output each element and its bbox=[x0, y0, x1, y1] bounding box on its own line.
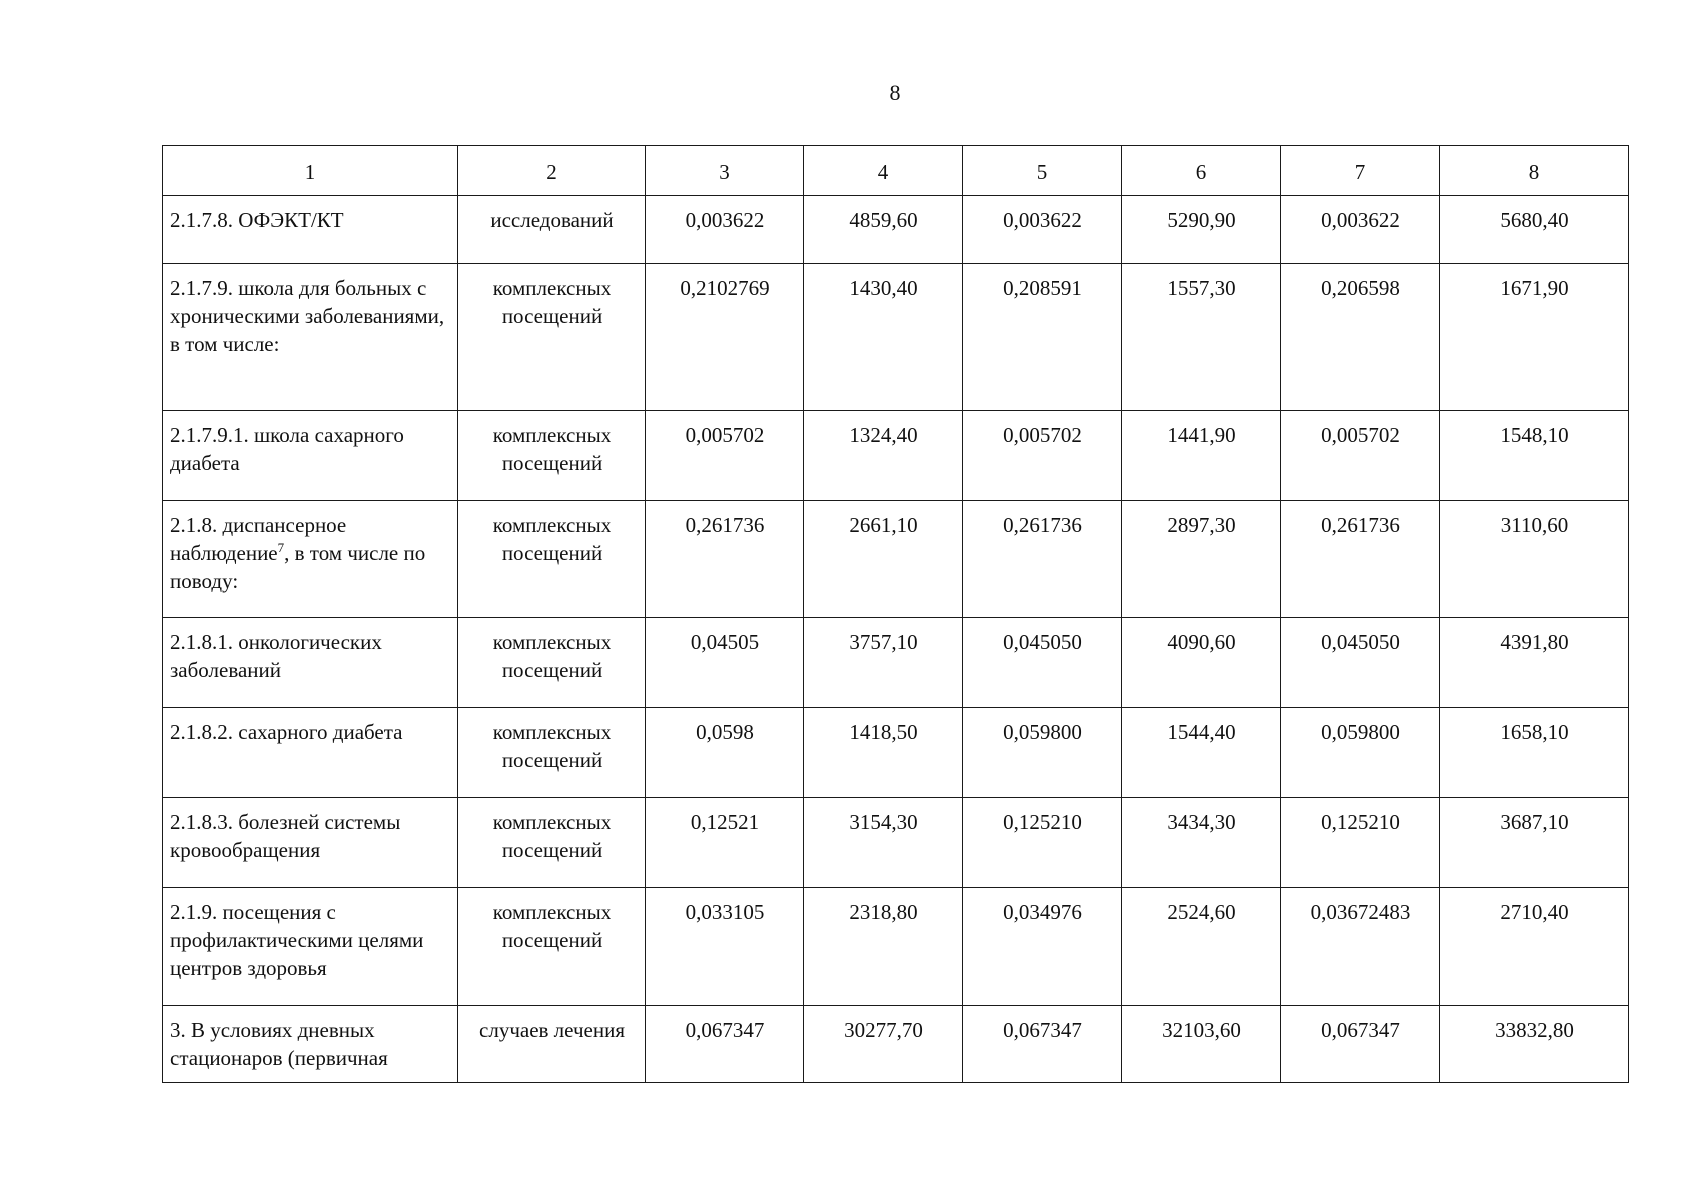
row-name: 2.1.7.8. ОФЭКТ/КТ bbox=[163, 196, 458, 264]
cell-value: 3154,30 bbox=[804, 798, 963, 888]
cell-value: 0,04505 bbox=[646, 618, 804, 708]
cell-value: 3434,30 bbox=[1122, 798, 1281, 888]
cell-value: 1544,40 bbox=[1122, 708, 1281, 798]
table-row bbox=[163, 264, 1629, 411]
cell-value: 4859,60 bbox=[804, 196, 963, 264]
column-header: 7 bbox=[1281, 146, 1440, 196]
table-row bbox=[163, 1006, 1629, 1083]
cell-value: 2524,60 bbox=[1122, 888, 1281, 1006]
cell-value: 4391,80 bbox=[1440, 618, 1629, 708]
cell-value: 0,045050 bbox=[1281, 618, 1440, 708]
cell-value: 2710,40 bbox=[1440, 888, 1629, 1006]
row-unit: исследований bbox=[458, 196, 646, 264]
row-name: 2.1.9. посещения с профилактическими целями центров здоровья bbox=[163, 888, 458, 1006]
table-row bbox=[163, 798, 1629, 888]
row-name: 2.1.8.1. онкологических заболеваний bbox=[163, 618, 458, 708]
row-name-text: 2.1.8. диспансерное наблюдение bbox=[170, 513, 347, 565]
cell-value: 0,034976 bbox=[963, 888, 1122, 1006]
cell-value: 0,261736 bbox=[963, 501, 1122, 618]
table-row bbox=[163, 888, 1629, 1006]
cell-value: 0,208591 bbox=[963, 264, 1122, 411]
cell-value: 1548,10 bbox=[1440, 411, 1629, 501]
cell-value: 0,059800 bbox=[1281, 708, 1440, 798]
table-row bbox=[163, 501, 1629, 618]
cell-value: 0,067347 bbox=[963, 1006, 1122, 1083]
page-number: 8 bbox=[889, 80, 901, 105]
cell-value: 0,005702 bbox=[1281, 411, 1440, 501]
cell-value: 0,003622 bbox=[963, 196, 1122, 264]
table-row bbox=[163, 618, 1629, 708]
cell-value: 33832,80 bbox=[1440, 1006, 1629, 1083]
column-header: 8 bbox=[1440, 146, 1629, 196]
cell-value: 32103,60 bbox=[1122, 1006, 1281, 1083]
row-name bbox=[163, 501, 458, 618]
row-name: 2.1.7.9. школа для больных с хроническими заболеваниями, в том числе: bbox=[163, 264, 458, 411]
cell-value: 0,067347 bbox=[646, 1006, 804, 1083]
cell-value: 3687,10 bbox=[1440, 798, 1629, 888]
column-header: 5 bbox=[963, 146, 1122, 196]
cell-value: 5290,90 bbox=[1122, 196, 1281, 264]
row-unit: комплексных посещений bbox=[458, 618, 646, 708]
row-unit: комплексных посещений bbox=[458, 798, 646, 888]
cell-value: 0,005702 bbox=[646, 411, 804, 501]
row-unit: комплексных посещений bbox=[458, 888, 646, 1006]
row-name: 2.1.8.3. болезней системы кровообращения bbox=[163, 798, 458, 888]
cell-value: 3757,10 bbox=[804, 618, 963, 708]
column-header: 1 bbox=[163, 146, 458, 196]
cell-value: 1671,90 bbox=[1440, 264, 1629, 411]
row-unit: комплексных посещений bbox=[458, 264, 646, 411]
cell-value: 0,033105 bbox=[646, 888, 804, 1006]
cell-value: 0,005702 bbox=[963, 411, 1122, 501]
row-name: 2.1.8.2. сахарного диабета bbox=[163, 708, 458, 798]
cell-value: 30277,70 bbox=[804, 1006, 963, 1083]
cell-value: 1557,30 bbox=[1122, 264, 1281, 411]
column-header: 4 bbox=[804, 146, 963, 196]
cell-value: 0,003622 bbox=[646, 196, 804, 264]
row-unit: комплексных посещений bbox=[458, 708, 646, 798]
table-row bbox=[163, 411, 1629, 501]
row-name-text-continued: , в том числе по поводу: bbox=[170, 541, 426, 593]
data-table bbox=[162, 145, 1629, 1083]
cell-value: 0,0598 bbox=[646, 708, 804, 798]
cell-value: 2661,10 bbox=[804, 501, 963, 618]
cell-value: 2897,30 bbox=[1122, 501, 1281, 618]
cell-value: 0,067347 bbox=[1281, 1006, 1440, 1083]
footnote-marker: 7 bbox=[277, 540, 285, 555]
cell-value: 0,12521 bbox=[646, 798, 804, 888]
cell-value: 2318,80 bbox=[804, 888, 963, 1006]
cell-value: 4090,60 bbox=[1122, 618, 1281, 708]
table-header-row bbox=[163, 146, 1629, 196]
cell-value: 0,125210 bbox=[963, 798, 1122, 888]
cell-value: 0,2102769 bbox=[646, 264, 804, 411]
column-header: 3 bbox=[646, 146, 804, 196]
row-name: 3. В условиях дневных стационаров (первичная bbox=[163, 1006, 458, 1083]
column-header: 6 bbox=[1122, 146, 1281, 196]
row-name: 2.1.7.9.1. школа сахарного диабета bbox=[163, 411, 458, 501]
column-header: 2 bbox=[458, 146, 646, 196]
row-unit: комплексных посещений bbox=[458, 411, 646, 501]
cell-value: 0,261736 bbox=[1281, 501, 1440, 618]
cell-value: 0,03672483 bbox=[1281, 888, 1440, 1006]
cell-value: 1441,90 bbox=[1122, 411, 1281, 501]
cell-value: 1658,10 bbox=[1440, 708, 1629, 798]
cell-value: 0,206598 bbox=[1281, 264, 1440, 411]
table-row bbox=[163, 196, 1629, 264]
cell-value: 1418,50 bbox=[804, 708, 963, 798]
row-unit: комплексных посещений bbox=[458, 501, 646, 618]
cell-value: 1430,40 bbox=[804, 264, 963, 411]
cell-value: 0,125210 bbox=[1281, 798, 1440, 888]
cell-value: 0,045050 bbox=[963, 618, 1122, 708]
cell-value: 0,261736 bbox=[646, 501, 804, 618]
cell-value: 3110,60 bbox=[1440, 501, 1629, 618]
table-row bbox=[163, 708, 1629, 798]
cell-value: 5680,40 bbox=[1440, 196, 1629, 264]
row-unit: случаев лечения bbox=[458, 1006, 646, 1083]
cell-value: 1324,40 bbox=[804, 411, 963, 501]
cell-value: 0,059800 bbox=[963, 708, 1122, 798]
cell-value: 0,003622 bbox=[1281, 196, 1440, 264]
